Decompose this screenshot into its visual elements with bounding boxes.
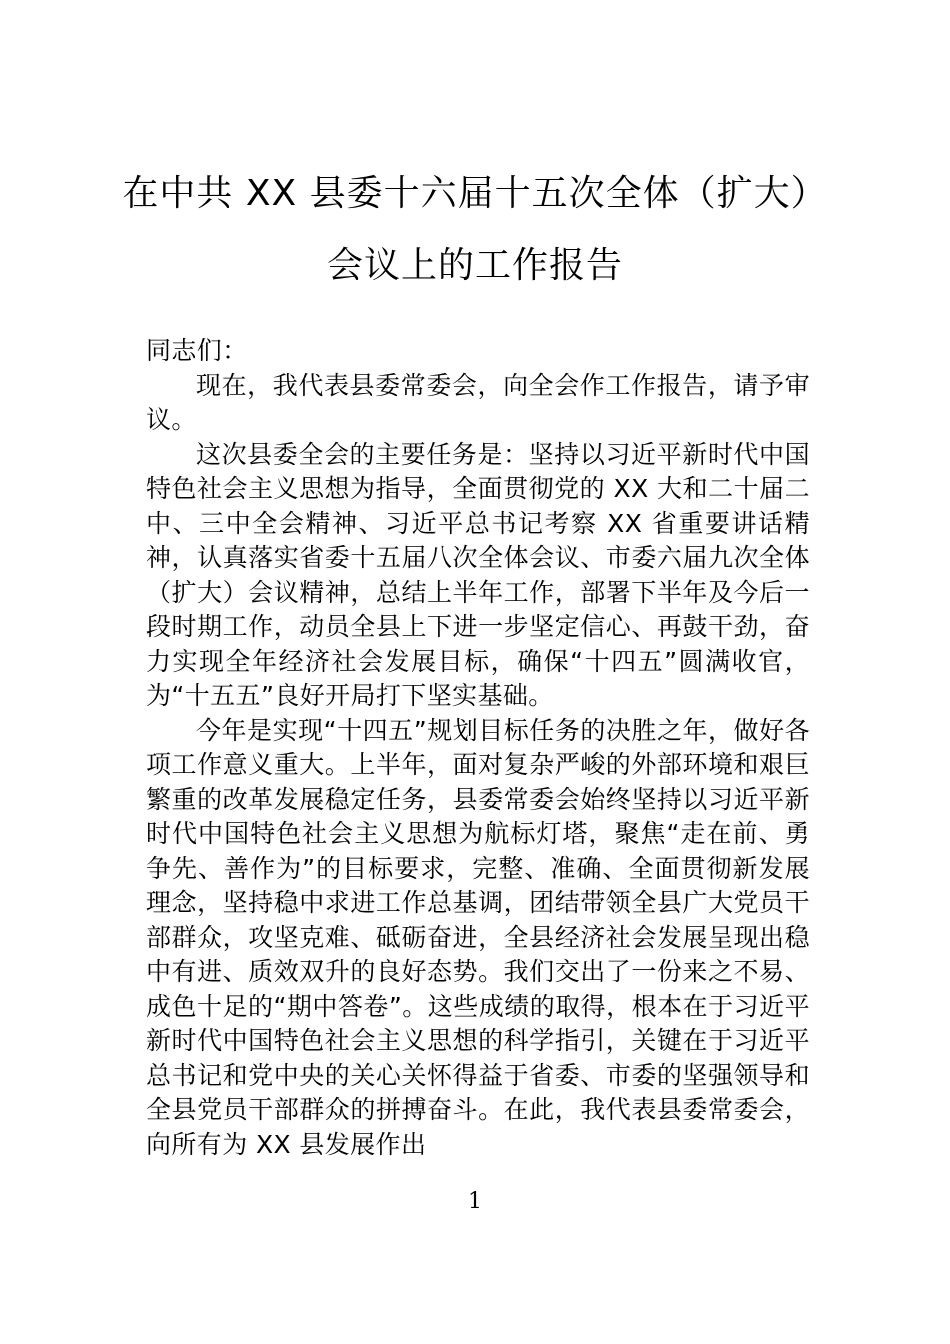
document-title-line-2: 会议上的工作报告 [326,245,623,286]
document-body [146,334,810,1162]
page-number: 1 [468,1189,482,1214]
document-title-line-1: 在中共 XX 县委十六届十五次全体（扩大） [122,173,828,214]
paragraph-3: 今年是实现“十四五”规划目标任务的决胜之年，做好各项工作意义重大。上半年，面对复杂严峻的外部环境和艰巨繁重的改革发展稳定任务，县委常委会始终坚持以习近平新时代中国特色社会主义思想为航标灯塔，聚焦“走在前、勇争先、善作为”的目标要求，完整、准确、全面贯彻新发展理念，坚持稳中求进工作总基调，团结带领全县广大党员干部群众，攻坚克难、砥砺奋进，全县经济社会发展呈现出稳中有进、质效双升的良好态势。我们交出了一份来之不易、成色十足的“期中答卷”。这些成绩的取得，根本在于习近平新时代中国特色社会主义思想的科学指引，关键在于习近平总书记和党中央的关心关怀得益于省委、市委的坚强领导和全县党员干部群众的拼搏奋斗。在此，我代表县委常委会，向所有为 XX 县发展作出 [146,715,810,1159]
paragraph-2: 这次县委全会的主要任务是：坚持以习近平新时代中国特色社会主义思想为指导，全面贯彻党的 XX 大和二十届二中、三中全会精神、习近平总书记考察 XX 省重要讲话精神，认真落实省委十五届八次全体会议、市委六届九次全体（扩大）会议精神，总结上半年工作，部署下半年及今后一段时期工作，动员全县上下进一步坚定信心、再鼓干劲，奋力实现全年经济社会发展目标，确保“十四五”圆满收官，为“十五五”良好开局打下坚实基础。 [146,439,810,710]
salutation: 同志们： [146,336,248,365]
paragraph-1: 现在，我代表县委常委会，向全会作工作报告，请予审议。 [146,370,810,434]
